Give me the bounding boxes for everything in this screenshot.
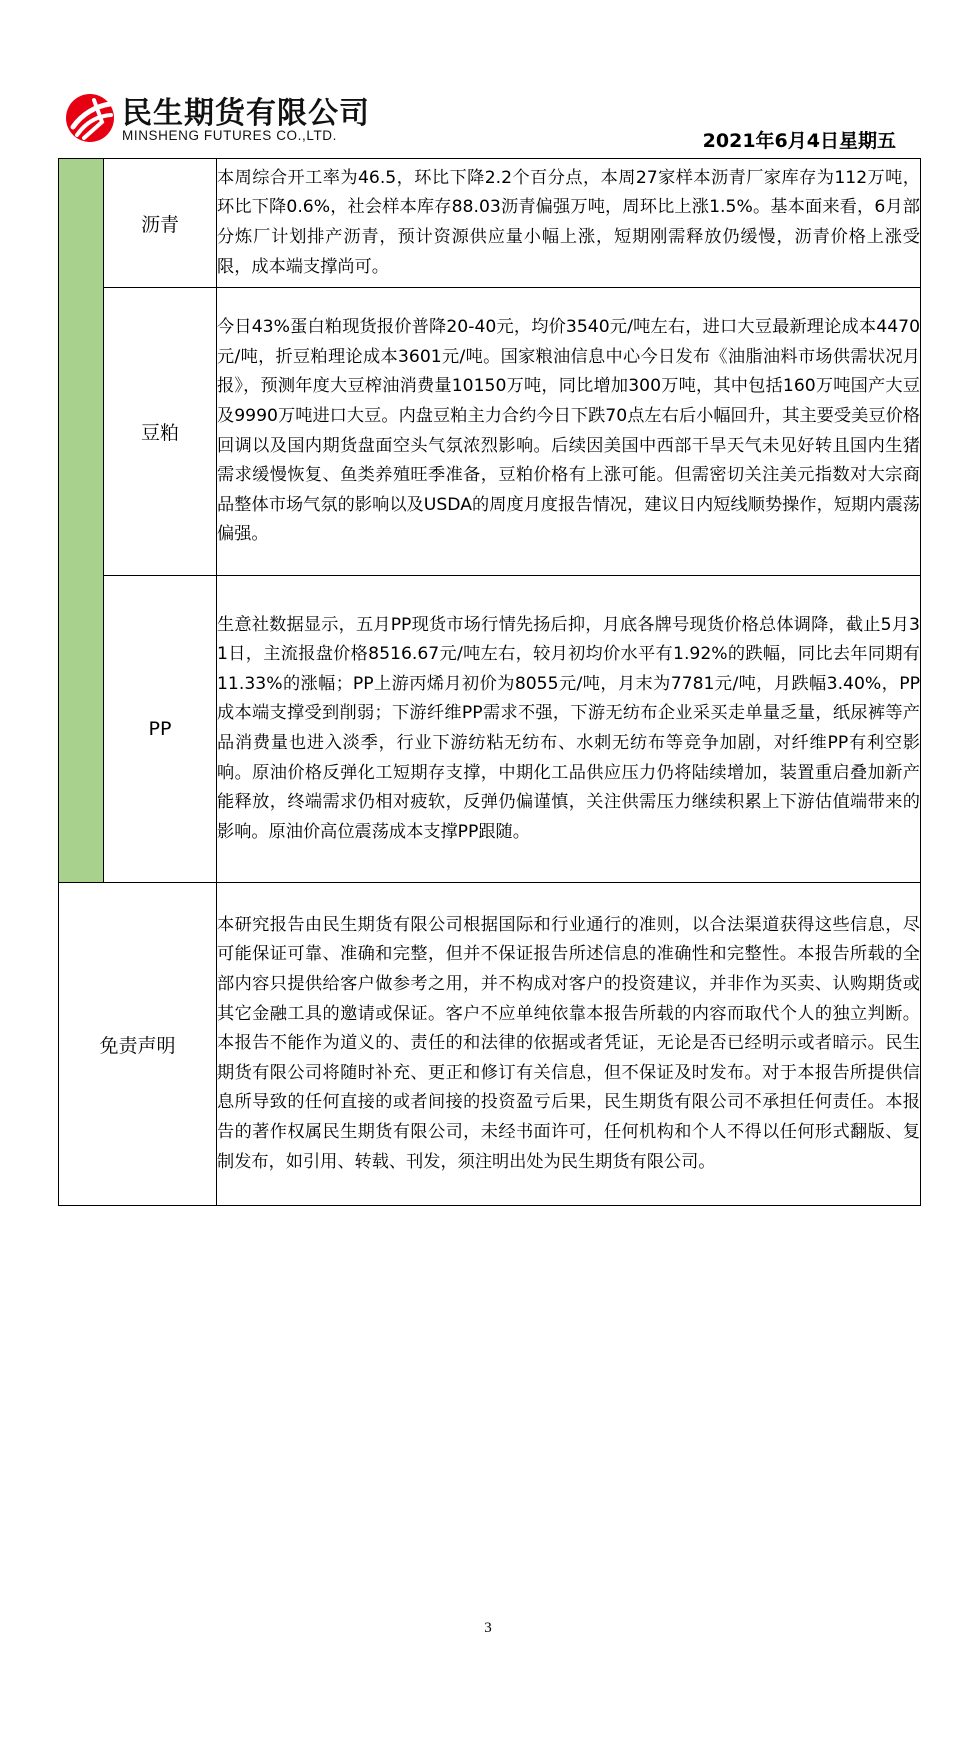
- row-label: 沥青: [104, 159, 217, 288]
- row-content: 生意社数据显示，五月PP现货市场行情先扬后抑，月底各牌号现货价格总体调降，截止5月31日，主流报盘价格8516.67元/吨左右，较月初均价水平有1.92%的跌幅，同比去年同期有11.33%的涨幅；PP上游丙烯月初价为8055元/吨，月末为7781元/吨，月跌幅3.40%，PP成本端支撑受到削弱；下游纤维PP需求不强，下游无纺布企业采买走单量乏量，纸尿裤等产品消费量也进入淡季，行业下游纺粘无纺布、水刺无纺布等竞争加剧，对纤维PP有利空影响。原油价格反弹化工短期存支撑，中期化工品供应压力仍将陆续增加，装置重启叠加新产能释放，终端需求仍相对疲软，反弹仍偏谨慎，关注供需压力继续积累上下游估值端带来的影响。原油价高位震荡成本支撑PP跟随。: [217, 576, 921, 883]
- report-date: 2021年6月4日星期五: [702, 130, 896, 152]
- row-content: 今日43%蛋白粕现货报价普降20-40元，均价3540元/吨左右，进口大豆最新理论成本4470元/吨，折豆粕理论成本3601元/吨。国家粮油信息中心今日发布《油脂油料市场供需状况月报》，预测年度大豆榨油消费量10150万吨，同比增加300万吨，其中包括160万吨国产大豆及9990万吨进口大豆。内盘豆粕主力合约今日下跌70点左右后小幅回升，其主要受美豆价格回调以及国内期货盘面空头气氛浓烈影响。后续因美国中西部干旱天气未见好转且国内生猪需求缓慢恢复、鱼类养殖旺季准备，豆粕价格有上涨可能。但需密切关注美元指数对大宗商品整体市场气氛的影响以及USDA的周度月度报告情况，建议日内短线顺势操作，短期内震荡偏强。: [217, 288, 921, 576]
- table-row-asphalt: [59, 159, 921, 288]
- page-number: 3: [484, 1620, 492, 1636]
- company-name-cn: 民生期货有限公司: [122, 96, 370, 131]
- company-logo: [64, 88, 464, 148]
- row-content: 本周综合开工率为46.5，环比下降2.2个百分点，本周27家样本沥青厂家库存为112万吨，环比下降0.6%，社会样本库存88.03沥青偏强万吨，周环比上涨1.5%。基本面来看，6月部分炼厂计划排产沥青，预计资源供应量小幅上涨，短期刚需释放仍缓慢，沥青价格上涨受限，成本端支撑尚可。: [217, 159, 921, 288]
- disclaimer-label: 免责声明: [59, 883, 217, 1206]
- disclaimer-content: 本研究报告由民生期货有限公司根据国际和行业通行的准则，以合法渠道获得这些信息，尽可能保证可靠、准确和完整，但并不保证报告所述信息的准确性和完整性。本报告所载的全部内容只提供给客户做参考之用，并不构成对客户的投资建议，并非作为买卖、认购期货或其它金融工具的邀请或保证。客户不应单纯依靠本报告所载的内容而取代个人的独立判断。本报告不能作为道义的、责任的和法律的依据或者凭证，无论是否已经明示或者暗示。民生期货有限公司将随时补充、更正和修订有关信息，但不保证及时发布。对于本报告所提供信息所导致的任何直接的或者间接的投资盈亏后果，民生期货有限公司不承担任何责任。本报告的著作权属民生期货有限公司，未经书面许可，任何机构和个人不得以任何形式翻版、复制发布，如引用、转载、刊发，须注明出处为民生期货有限公司。: [217, 883, 921, 1206]
- table-row-disclaimer: [59, 883, 921, 1206]
- table-row-soymeal: [59, 288, 921, 576]
- minsheng-logo-icon: [64, 92, 116, 144]
- category-sidebar: [59, 159, 104, 883]
- page-header: [0, 0, 976, 160]
- row-label: PP: [104, 576, 217, 883]
- company-name-en: MINSHENG FUTURES CO.,LTD.: [122, 128, 338, 143]
- row-label: 豆粕: [104, 288, 217, 576]
- table-row-pp: [59, 576, 921, 883]
- report-table: [58, 158, 921, 1206]
